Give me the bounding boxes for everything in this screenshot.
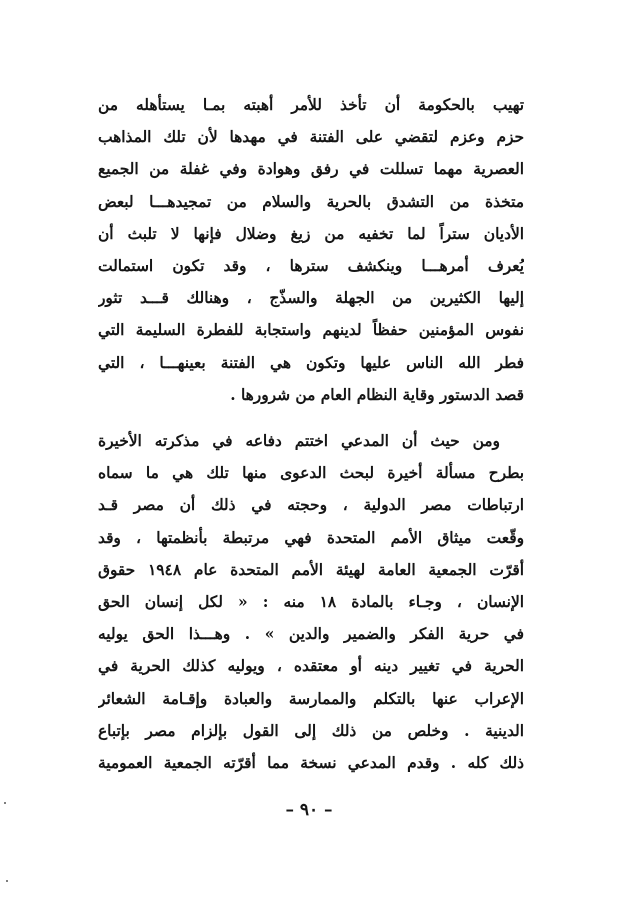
text-line: حزم وعزم لتقضي على الفتنة في مهدها لأن تلك المذاهب: [98, 128, 524, 147]
text-line: إليها الكثيرين من الجهلة والسذّج ، وهنالك قـــد تثور: [98, 289, 524, 308]
text-line: بطرح مسألة أخيرة لبحث الدعوى منها تلك هي ما سماه: [98, 464, 524, 483]
scan-speck: [6, 880, 8, 882]
text-line: ومن حيث أن المدعي اختتم دفاعه في مذكرته الأخيرة: [98, 432, 500, 450]
paragraph-1: [98, 89, 524, 411]
text-line: الحرية في تغيير دينه أو معتقده ، ويوليه كذلك الحرية في: [98, 657, 524, 676]
text-line: وقّعت ميثاق الأمم المتحدة فهي مرتبطة بأنظمتها ، وقد: [98, 528, 524, 547]
text-line: الأديان ستراً لما تخفيه من زيغ وضلال فإنها لا تلبث أن: [98, 224, 524, 243]
text-line: أقرّت الجمعية العامة لهيئة الأمم المتحدة عام ١٩٤٨ حقوق: [98, 560, 524, 579]
text-line: ارتباطات مصر الدولية ، وحجته في ذلك أن مصر قـد: [98, 496, 524, 515]
text-line: نفوس المؤمنين حفظاً لدينهم واستجابة للفطرة السليمة التي: [98, 321, 524, 340]
text-line: ذلك كله . وقدم المدعي نسخة مما أقرّته الجمعية العمومية: [98, 753, 524, 772]
text-line: الإعراب عنها بالتكلم والممارسة والعبادة وإقـامة الشعائر: [98, 689, 524, 708]
text-line: قصد الدستور وقاية النظام العام من شرورها .: [230, 385, 524, 404]
text-line: فطر الله الناس عليها وتكون هي الفتنة بعينهـــا ، التي: [98, 353, 524, 372]
text-line: يُعرف أمرهـــا وينكشف سترها ، وقد تكون استمالت: [98, 256, 524, 275]
text-line: تهيب بالحكومة أن تأخذ للأمر أهبته بمـا يستأهله من: [98, 96, 524, 114]
text-line: الدينية . وخلص من ذلك إلى القول بإلزام مصر بإتباع: [98, 721, 524, 740]
text-line: في حرية الفكر والضمير والدين » . وهـــذا الحق يوليه: [98, 625, 524, 644]
text-line: الإنسان ، وجـاء بالمادة ١٨ منه : « لكل إنسان الحق: [98, 592, 524, 611]
text-line: العصرية مهما تسللت في رفق وهوادة وفي غفلة من الجميع: [98, 160, 524, 179]
text-line: متخذة من التشدق بالحرية والسلام من تمجيدهـــا لبعض: [98, 192, 524, 211]
paragraph-2: [98, 425, 524, 779]
scan-speck: [4, 802, 6, 804]
page-number: – ٩٠ –: [285, 800, 333, 820]
